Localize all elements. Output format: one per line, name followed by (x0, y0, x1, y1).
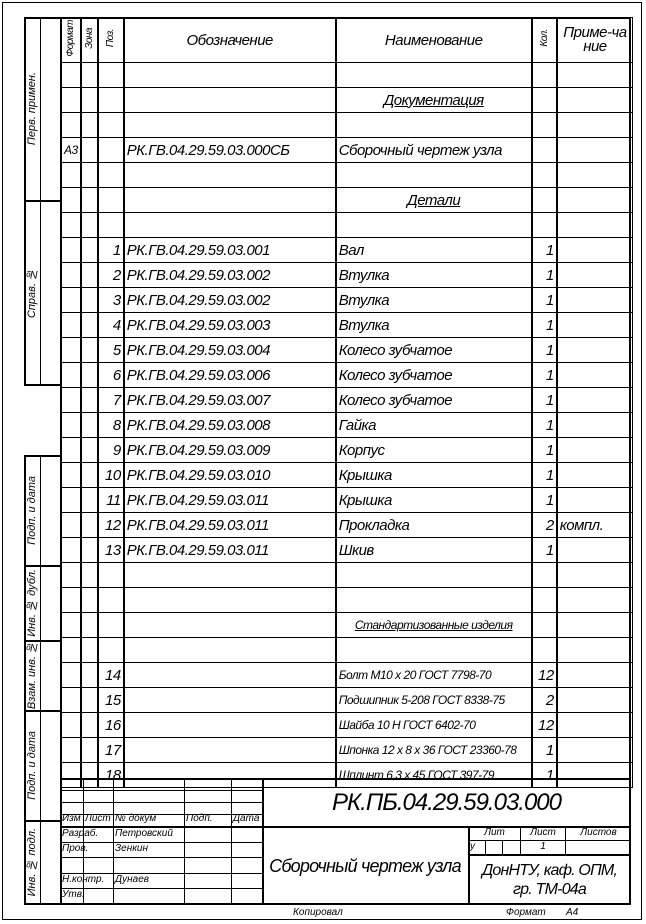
header-name: Наименование (336, 18, 532, 63)
utv-label: Утв. (62, 889, 85, 900)
cell-pos: 7 (98, 388, 124, 413)
format-label: Формат (506, 907, 546, 918)
cell-qty: 1 (532, 363, 557, 388)
cell-name: Крышка (336, 463, 532, 488)
cell-pos: 16 (98, 713, 124, 738)
nkontr-name: Дунаев (115, 874, 149, 885)
label-vzam-inv: Взам. инв. № (26, 640, 38, 710)
lit-value: у (470, 841, 475, 852)
lit-label: Лит (484, 827, 505, 838)
cell-designation: РК.ГВ.04.29.59.03.011 (124, 538, 336, 563)
cell-pos: 2 (98, 263, 124, 288)
org-line-1: ДонНТУ, каф. ОПМ, (481, 862, 618, 879)
cell-qty: 2 (532, 688, 557, 713)
cell-name: Втулка (336, 263, 532, 288)
cell-name: Колесо зубчатое (336, 338, 532, 363)
organization (468, 856, 631, 904)
cell-name: Втулка (336, 288, 532, 313)
cell-pos: 15 (98, 688, 124, 713)
label-podp-data-2: Подп. и дата (26, 730, 38, 800)
header-zone: Зона (81, 18, 98, 63)
label-inv-dubl: Инв. № дубл. (26, 568, 38, 637)
cell-designation: РК.ГВ.04.29.59.03.001 (124, 238, 336, 263)
cell-pos: 18 (98, 763, 124, 788)
cell-name: Крышка (336, 488, 532, 513)
col-date: Дата (233, 813, 260, 824)
cell-qty: 1 (532, 338, 557, 363)
cell-qty: 1 (532, 463, 557, 488)
divider (184, 778, 185, 904)
col-list: Лист (85, 813, 111, 824)
cell-qty: 2 (532, 513, 557, 538)
sheet-label: Лист (530, 827, 556, 838)
label-podp-data-1: Подп. и дата (26, 475, 38, 545)
cell-qty: 12 (532, 713, 557, 738)
col-doc: № докум (115, 813, 157, 824)
prov-label: Пров. (62, 843, 89, 854)
header-qty: Кол. (532, 18, 557, 63)
cell-pos: 10 (98, 463, 124, 488)
document-designation: РК.ПБ.04.29.59.03.000 (332, 789, 561, 816)
nkontr-label: Н.контр. (62, 874, 105, 885)
cell-pos: 5 (98, 338, 124, 363)
header-format: Формат (61, 18, 81, 63)
header-note: Приме-чание (557, 18, 633, 63)
cell-designation: РК.ГВ.04.29.59.03.000СБ (124, 138, 336, 163)
sheets-label: Листов (580, 827, 617, 838)
prov-name: Зенкин (115, 843, 148, 854)
cell-pos: 11 (98, 488, 124, 513)
cell-qty: 1 (532, 488, 557, 513)
cell-designation: РК.ГВ.04.29.59.03.011 (124, 513, 336, 538)
cell-qty: 1 (532, 313, 557, 338)
cell-designation: РК.ГВ.04.29.59.03.009 (124, 438, 336, 463)
header-pos: Поз. (98, 18, 124, 63)
razrab-name: Петровский (115, 828, 173, 839)
main-frame (60, 17, 631, 905)
cell-pos: 17 (98, 738, 124, 763)
cell-name: Документация (336, 88, 532, 113)
cell-name: Шайба 10 Н ГОСТ 6402-70 (336, 713, 532, 738)
cell-designation: РК.ГВ.04.29.59.03.003 (124, 313, 336, 338)
cell-designation: РК.ГВ.04.29.59.03.006 (124, 363, 336, 388)
cell-name: Прокладка (336, 513, 532, 538)
cell-name: Колесо зубчатое (336, 363, 532, 388)
divider (60, 802, 262, 803)
cell-name: Колесо зубчатое (336, 388, 532, 413)
divider (60, 842, 262, 843)
cell-pos: 3 (98, 288, 124, 313)
col-podp: Подп. (186, 813, 213, 824)
cell-pos: 9 (98, 438, 124, 463)
cell-qty: 12 (532, 663, 557, 688)
cell-pos: 6 (98, 363, 124, 388)
cell-name: Детали (336, 188, 532, 213)
cell-qty: 1 (532, 538, 557, 563)
cell-qty: 1 (532, 288, 557, 313)
cell-qty: 1 (532, 238, 557, 263)
cell-qty: 1 (532, 438, 557, 463)
divider (502, 840, 503, 854)
org-line-2: гр. ТМ-04а (513, 881, 586, 898)
cell-qty: 1 (532, 738, 557, 763)
cell-name: Втулка (336, 313, 532, 338)
cell-name: Корпус (336, 438, 532, 463)
cell-name: Вал (336, 238, 532, 263)
cell-designation: РК.ГВ.04.29.59.03.004 (124, 338, 336, 363)
divider (485, 840, 486, 854)
cell-designation: РК.ГВ.04.29.59.03.007 (124, 388, 336, 413)
divider (60, 790, 262, 791)
cell-name: Шкив (336, 538, 532, 563)
cell-qty: 1 (532, 263, 557, 288)
cell-note: компл. (557, 513, 633, 538)
cell-pos: 1 (98, 238, 124, 263)
cell-qty: 1 (532, 388, 557, 413)
label-perv-primen: Перв. примен. (26, 71, 38, 146)
cell-designation: РК.ГВ.04.29.59.03.002 (124, 288, 336, 313)
header-designation: Обозначение (124, 18, 336, 63)
cell-pos: 14 (98, 663, 124, 688)
copied-label: Копировал (293, 907, 343, 918)
cell-name: Сборочный чертеж узла (336, 138, 532, 163)
cell-pos: 13 (98, 538, 124, 563)
cell-qty: 1 (532, 413, 557, 438)
razrab-label: Разраб. (62, 828, 99, 839)
cell-pos: 8 (98, 413, 124, 438)
label-sprav-no: Справ. № (26, 267, 38, 319)
cell-qty: 1 (532, 763, 557, 788)
format-value: А4 (566, 907, 579, 918)
col-izm: Изм (62, 813, 81, 824)
document-title: Сборочный чертеж узла (269, 855, 461, 876)
cell-designation: РК.ГВ.04.29.59.03.010 (124, 463, 336, 488)
divider (60, 857, 262, 858)
cell-pos: 12 (98, 513, 124, 538)
cell-pos: 4 (98, 313, 124, 338)
divider (60, 888, 262, 889)
cell-name: Шпонка 12 х 8 х 36 ГОСТ 23360-78 (336, 738, 532, 763)
cell-name: Подшипник 5-208 ГОСТ 8338-75 (336, 688, 532, 713)
cell-designation: РК.ГВ.04.29.59.03.011 (124, 488, 336, 513)
divider (231, 778, 232, 904)
cell-format: А3 (61, 138, 81, 163)
label-inv-podl: Инв. № подл. (26, 828, 38, 897)
cell-designation: РК.ГВ.04.29.59.03.008 (124, 413, 336, 438)
cell-designation: РК.ГВ.04.29.59.03.002 (124, 263, 336, 288)
sheet-value: 1 (540, 841, 546, 852)
cell-name: Гайка (336, 413, 532, 438)
divider (40, 455, 41, 905)
cell-name: Шплинт 6,3 х 45 ГОСТ 397-79 (336, 763, 532, 788)
cell-name: Стандартизованные изделия (336, 613, 532, 638)
cell-name: Болт М10 х 20 ГОСТ 7798-70 (336, 663, 532, 688)
